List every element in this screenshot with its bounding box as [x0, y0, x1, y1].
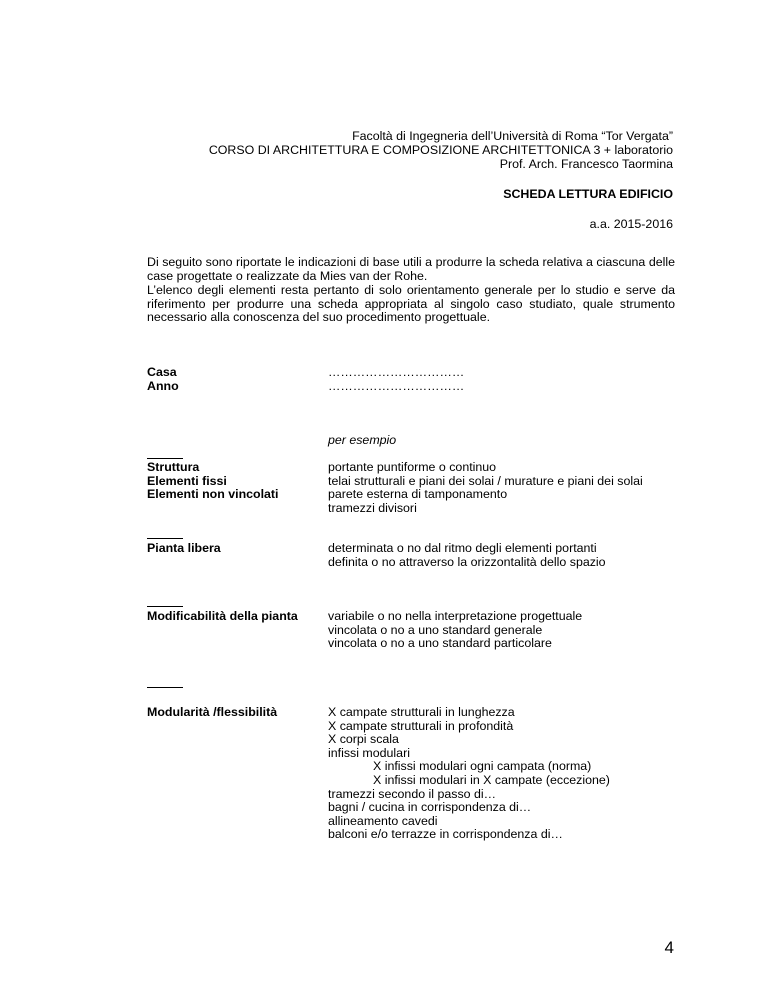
pianta-libera-value: determinata o no dal ritmo degli elementi portanti [328, 541, 597, 555]
struttura-values [328, 461, 643, 515]
pianta-libera-label: Pianta libera [147, 541, 221, 555]
section-divider [147, 458, 183, 459]
modularita-subvalue: X infissi modulari ogni campata (norma) [373, 759, 592, 774]
struttura-labels [147, 461, 279, 502]
header-professor: Prof. Arch. Francesco Taormina [499, 157, 673, 171]
academic-year: a.a. 2015-2016 [589, 217, 673, 231]
anno-value: …………………………… [328, 379, 465, 393]
section-divider [147, 606, 183, 607]
page-number: 4 [664, 938, 674, 957]
section-divider [147, 687, 183, 688]
doc-title: SCHEDA LETTURA EDIFICIO [503, 187, 673, 201]
modificabilita-label: Modificabilità della pianta [147, 609, 298, 623]
modularita-value: bagni / cucina in corrispondenza di… [328, 800, 532, 815]
example-label: per esempio [328, 433, 397, 447]
struttura-value: tramezzi divisori [328, 500, 417, 515]
pianta-libera-values [328, 542, 606, 569]
modificabilita-values [328, 610, 582, 651]
struttura-value: telai strutturali e piani dei solai / murature e piani dei solai [328, 473, 643, 488]
modularita-values [328, 706, 610, 842]
modularita-value: tramezzi secondo il passo di… [328, 786, 497, 801]
modularita-subvalue: X infissi modulari in X campate (eccezione) [373, 772, 610, 787]
modularita-value: infissi modulari [328, 745, 410, 760]
modularita-value: balconi e/o terrazze in corrispondenza di… [328, 827, 563, 842]
modularita-value: X campate strutturali in profondità [328, 718, 514, 733]
elementi-non-vincolati-label: Elementi non vincolati [147, 487, 279, 502]
modificabilita-value: vincolata o no a uno standard particolare [328, 636, 552, 651]
casa-value: …………………………… [328, 365, 465, 379]
modularita-value: allineamento cavedi [328, 813, 438, 828]
struttura-value: portante puntiforme o continuo [328, 460, 497, 474]
struttura-value: parete esterna di tamponamento [328, 487, 508, 502]
pianta-libera-value: definita o no attraverso la orizzontalità dello spazio [328, 554, 606, 569]
modificabilita-value: variabile o no nella interpretazione progettuale [328, 609, 583, 623]
elementi-fissi-label: Elementi fissi [147, 473, 227, 488]
section-divider [147, 538, 183, 539]
header-course: CORSO DI ARCHITETTURA E COMPOSIZIONE ARCHITETTONICA 3 + laboratorio [208, 143, 673, 157]
casa-label: Casa [147, 365, 177, 379]
intro-paragraph-1: Di seguito sono riportate le indicazioni di base utili a produrre la scheda relativa a ciascuna delle case progettate o realizzate da Mies van der Rohe. [147, 255, 675, 283]
intro-paragraph-2: L’elenco degli elementi resta pertanto di solo orientamento generale per lo studio e serve da riferimento per produrre una scheda appropriata al singolo caso studiato, quale strumento necessario alla conoscenza del suo procedimento progettuale. [147, 283, 675, 325]
modularita-label: Modularità /flessibilità [147, 705, 278, 719]
modularita-value: X corpi scala [328, 732, 399, 747]
anno-label: Anno [147, 379, 179, 393]
modificabilita-value: vincolata o no a uno standard generale [328, 622, 543, 637]
modularita-value: X campate strutturali in lunghezza [328, 705, 515, 719]
header-faculty: Facoltà di Ingegneria dell’Università di Roma “Tor Vergata” [352, 129, 673, 143]
struttura-label: Struttura [147, 460, 200, 474]
